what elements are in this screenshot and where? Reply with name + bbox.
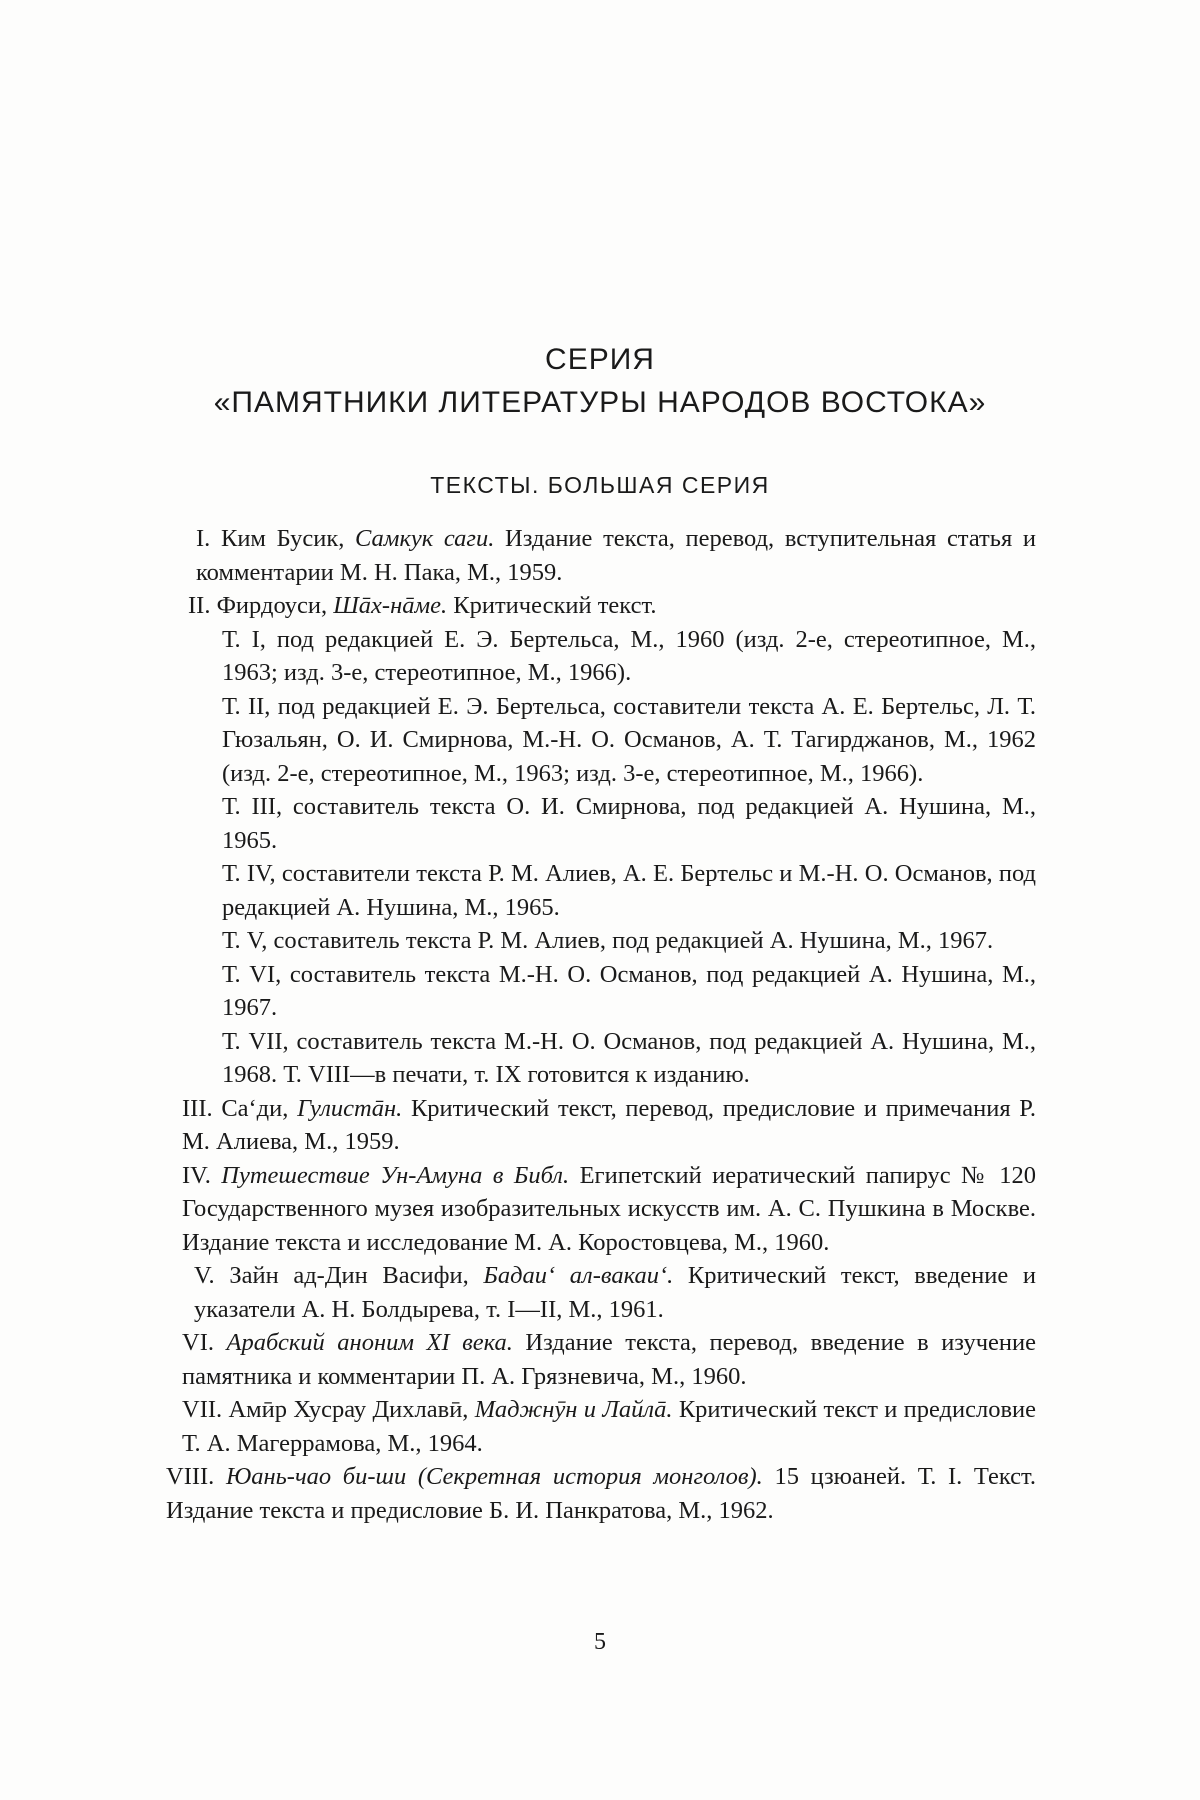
entry-title: Юань-чао би-ши (Секретная история монголов). [225, 1463, 763, 1490]
entry-text: Критический текст, перевод, предисловие и примечания Р. М. Алиева, М., 1959. [182, 1094, 1036, 1155]
entry-number: VII. [182, 1396, 223, 1423]
series-title: «ПАМЯТНИКИ ЛИТЕРАТУРЫ НАРОДОВ ВОСТОКА» [213, 386, 987, 419]
volume-item: Т. VII, составитель текста М.-Н. О. Османов, под редакцией А. Нушина, М., 1968. Т. VIII—в печати, т. IX готовится к изданию. [222, 1027, 1036, 1088]
entry-author: Са‘ди, [221, 1094, 289, 1122]
entry-author: Ким Бусик, [220, 525, 345, 552]
entry-text: Издание текста, перевод, введение в изучение памятника и комментарии П. А. Грязневича, М., 1960. [182, 1329, 1037, 1390]
volume-item: Т. VI, составитель текста М.-Н. О. Османов, под редакцией А. Нушина, М., 1967. [222, 960, 1036, 1021]
entry-number: II. [188, 592, 211, 619]
volume-item: Т. V, составитель текста Р. М. Алиев, под редакцией А. Нушина, М., 1967. [222, 927, 994, 954]
list-item [188, 589, 1036, 623]
entry-title: Арабский аноним XI века. [226, 1329, 513, 1356]
list-item [182, 1326, 1036, 1393]
entry-author: Амӣр Хусрау Дихлавӣ, [228, 1396, 469, 1423]
entry-number: I. [196, 525, 211, 552]
entry-text: 15 цзюаней. Т. I. Текст. Издание текста и предисловие Б. И. Панкратова, М., 1962. [166, 1463, 1036, 1524]
entry-title: Самкук саги. [355, 525, 495, 552]
list-item [166, 1460, 1036, 1527]
entry-number: V. [194, 1262, 215, 1289]
entry-number: VI. [182, 1329, 214, 1356]
volume-item: Т. III, составитель текста О. И. Смирнова, под редакцией А. Нушина, М., 1965. [222, 793, 1036, 854]
entry-number: VIII. [166, 1463, 215, 1490]
entry-title: Гулистāн. [297, 1094, 403, 1122]
series-label: СЕРИЯ [545, 343, 655, 376]
volume-item: Т. I, под редакцией Е. Э. Бертельса, М., 1960 (изд. 2-е, стереотипное, М., 1963; изд. 3-е, стереотипное, М., 1966). [222, 625, 1036, 686]
entry-author: Фирдоуси, [216, 592, 328, 619]
entry-text: Издание текста, перевод, вступительная статья и комментарии М. Н. Пака, М., 1959. [196, 525, 1037, 586]
entry-text: Критический текст. [453, 592, 657, 619]
entry-number: III. [182, 1094, 213, 1122]
volume-item: Т. II, под редакцией Е. Э. Бертельса, составители текста А. Е. Бертельс, Л. Т. Гюзальян, О. И. Смирнова, М.-Н. О. Османов, А. Т. Тагирджанов, М., 1962 (изд. 2-е, стереотипное, М., 1963; изд. 3-е, стереотипное, М., 1966). [222, 692, 1036, 787]
list-item [182, 1092, 1036, 1159]
bibliography-list [0, 522, 1200, 1527]
entry-text: Критический текст и предисловие Т. А. Магеррамова, М., 1964. [182, 1396, 1037, 1457]
entry-author: Зайн ад-Дин Васифи, [229, 1262, 469, 1289]
entry-number: IV. [182, 1161, 211, 1189]
entry-title: Шāх-нāме. [333, 592, 448, 619]
page-number: 5 [594, 1629, 606, 1655]
list-item [196, 522, 1036, 589]
subseries-heading: ТЕКСТЫ. БОЛЬШАЯ СЕРИЯ [430, 472, 770, 498]
entry-text: Египетский иератический папирус № 120 Государственного музея изобразительных искусств им. А. С. Пушкина в Москве. Издание текста и исследование М. А. Коростовцева, М., 1960. [182, 1161, 1037, 1256]
entry-title: Бадаи‘ ал-вакаи‘. [483, 1262, 674, 1289]
volume-item: Т. IV, составители текста Р. М. Алиев, А. Е. Бертельс и М.-Н. О. Османов, под редакцией А. Нушина, М., 1965. [222, 860, 1036, 921]
entry-title: Маджнӯн и Лайлā. [474, 1396, 673, 1423]
entry-title: Путешествие Ун-Амуна в Библ. [221, 1161, 570, 1189]
list-item [194, 1259, 1036, 1326]
list-item [182, 1159, 1036, 1260]
entry-text: Критический текст, введение и указатели А. Н. Болдырева, т. I—II, М., 1961. [194, 1262, 1037, 1323]
list-item [182, 1393, 1036, 1460]
